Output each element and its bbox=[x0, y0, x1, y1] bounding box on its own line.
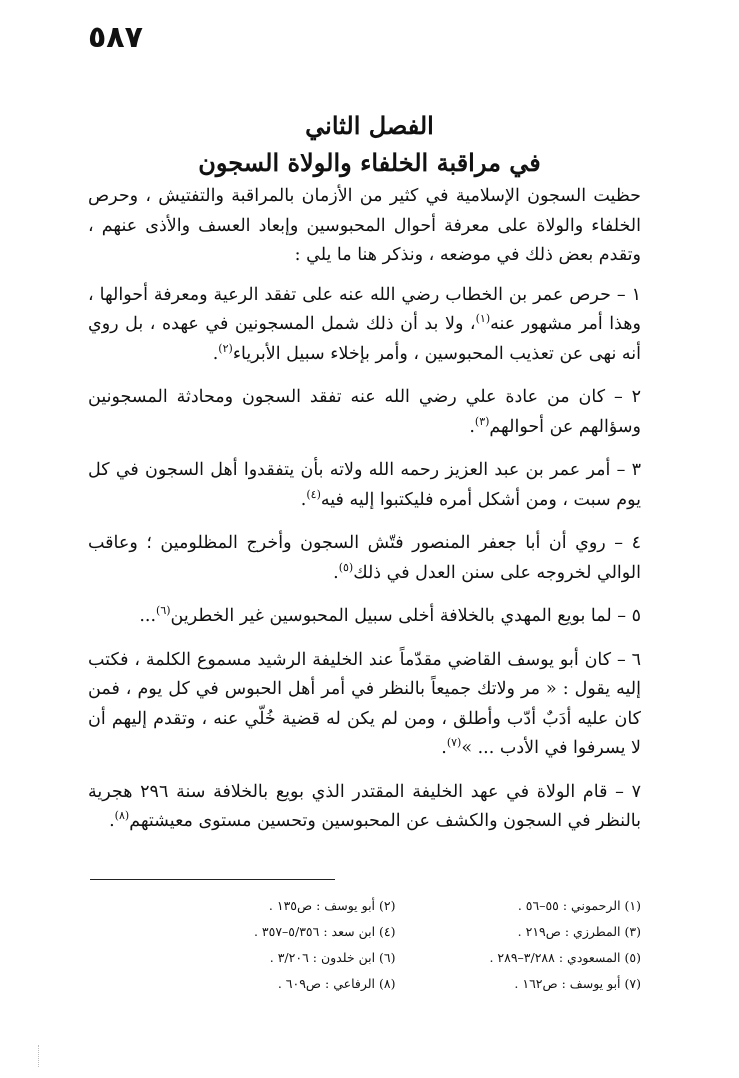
paragraph-text: ٤ – روي أن أبا جعفر المنصور فتّش السجون وأخرج المظلومين ؛ وعاقب الوالي لخروجه على سنن العدل في ذلك bbox=[88, 533, 641, 583]
footnote-item: (٧) أبو يوسف : ص١٦٢ . bbox=[514, 976, 641, 991]
chapter-subtitle: في مراقبة الخلفاء والولاة السجون bbox=[198, 148, 541, 177]
paragraph-text: ٥ – لما بويع المهدي بالخلافة أخلى سبيل المحبوسين غير الخطرين bbox=[170, 606, 641, 626]
item-paragraph-2 bbox=[88, 383, 641, 442]
item-paragraph-6 bbox=[88, 646, 641, 764]
footnote-ref[interactable]: (٣) bbox=[474, 414, 490, 428]
item-paragraph-1 bbox=[88, 281, 641, 370]
footnote-ref[interactable]: (٢) bbox=[218, 341, 233, 355]
footnote-item: (٤) ابن سعد : ٥/٣٥٦–٣٥٧ . bbox=[253, 924, 396, 939]
paragraph-end: . bbox=[441, 738, 447, 758]
intro-paragraph: حظيت السجون الإسلامية في كثير من الأزمان بالمراقبة والتفتيش ، وحرص الخلفاء والولاة على معرفة أحوال المحبوسين وإبعاد العسف والأذى عنهم ، وتقدم بعض ذلك في موضعه ، ونذكر هنا ما يلي : bbox=[88, 186, 641, 265]
footnote-ref[interactable]: (٧) bbox=[446, 736, 462, 750]
paragraph-end: . bbox=[469, 416, 475, 437]
paragraph-end: ... bbox=[139, 606, 157, 626]
footnote-ref[interactable]: (٨) bbox=[114, 809, 130, 823]
footnote-item: (٣) المطرزي : ص٢١٩ . bbox=[517, 924, 641, 939]
page-number: ٥٨٧ bbox=[88, 20, 143, 55]
footnote-item: (٨) الرفاعي : ص٦٠٩ . bbox=[277, 976, 396, 991]
footnotes bbox=[150, 897, 641, 992]
item-paragraph-5 bbox=[88, 602, 641, 632]
paragraph-text: ٢ – كان من عادة علي رضي الله عنه تفقد السجون ومحادثة المسجونين وسؤالهم عن أحوالهم bbox=[88, 387, 641, 437]
footnote-separator bbox=[90, 879, 335, 880]
item-paragraph-4 bbox=[88, 529, 641, 588]
chapter-title: الفصل الثاني bbox=[305, 111, 434, 140]
scan-edge-mark bbox=[38, 1045, 39, 1067]
footnote-ref[interactable]: (٦) bbox=[156, 604, 171, 618]
item-paragraph-7 bbox=[88, 778, 641, 837]
footnote-item: (١) الرحموني : ٥٥–٥٦ . bbox=[517, 898, 641, 913]
paragraph-text: ٧ – قام الولاة في عهد الخليفة المقتدر الذي بويع بالخلافة سنة ٢٩٦ هجرية بالنظر في السجون والكشف عن المحبوسين وتحسين مستوى معيشتهم bbox=[88, 781, 642, 831]
paragraph-text: ١ – حرص عمر بن الخطاب رضي الله عنه على تفقد الرعية ومعرفة أحوالها ، وهذا أمر مشهور عنه bbox=[88, 284, 641, 334]
footnote-ref[interactable]: (٤) bbox=[306, 487, 321, 501]
footnote-item: (٥) المسعودي : ٣/٢٨٨–٢٨٩ . bbox=[489, 950, 641, 965]
item-paragraph-3 bbox=[88, 456, 641, 515]
paragraph-text: ٦ – كان أبو يوسف القاضي مقدّماً عند الخليفة الرشيد مسموع الكلمة ، فكتب إليه يقول : « مر ولاتك جميعاً بالنظر في أمر أهل الحبوس في كل يوم ، فمن كان عليه أدَبٌ أدّب وأطلق ، ومن لم يكن له قضية خُلّي عنه ، وتقدم إليهم أن لا يسرفوا في الأدب ... » bbox=[88, 649, 641, 758]
footnote-ref[interactable]: (٥) bbox=[338, 560, 354, 574]
paragraph-end: . bbox=[212, 343, 219, 364]
page-body bbox=[88, 182, 641, 851]
footnote-item: (٦) ابن خلدون : ٣/٢٠٦ . bbox=[269, 950, 396, 965]
footnote-ref[interactable]: (١) bbox=[475, 312, 491, 326]
paragraph-text: ٣ – أمر عمر بن عبد العزيز رحمه الله ولاته بأن يتفقدوا أهل السجون في كل يوم سبت ، ومن أشكل أمره فليكتبوا إليه فيه bbox=[88, 460, 641, 510]
paragraph-end: . bbox=[300, 489, 307, 510]
chapter-heading bbox=[90, 108, 649, 182]
paragraph-text: ، ولا بد أن ذلك شمل المسجونين في عهده ، بل روي أنه نهى عن تعذيب المحبوسين ، وأمر بإخلاء سبيل الأبرياء bbox=[88, 314, 641, 364]
paragraph-end: . bbox=[109, 811, 115, 831]
footnote-item: (٢) أبو يوسف : ص١٣٥ . bbox=[268, 898, 396, 913]
paragraph-end: . bbox=[333, 562, 339, 583]
